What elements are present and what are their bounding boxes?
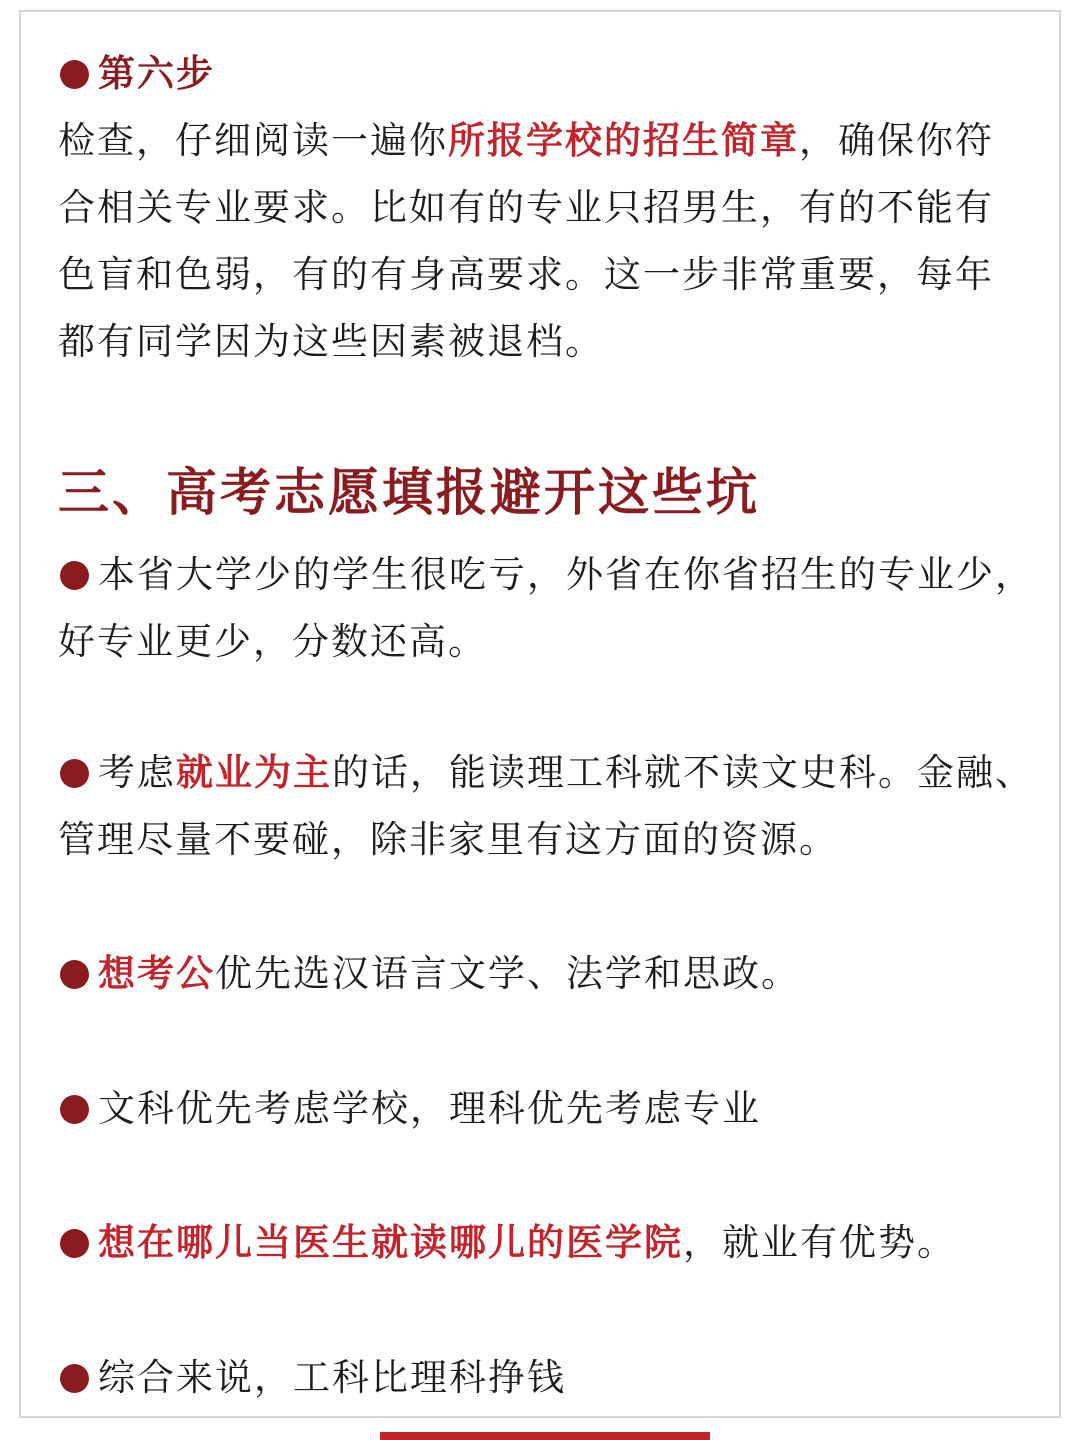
bottom-accent-bar [380,1432,710,1440]
section-heading: 三、高考志愿填报避开这些坑 [58,464,761,523]
item-text: 好专业更少，分数还高。 [58,620,487,663]
highlight-text: 想在哪儿当医生就读哪儿的医学院 [98,1221,683,1264]
bullet-icon [60,960,89,989]
step6-line-3: 色盲和色弱，有的有身高要求。这一步非常重要，每年 [58,253,994,296]
item-text: 优先选汉语言文学、法学和思政。 [215,952,800,995]
list-item [58,739,1048,873]
bullet-icon [60,759,89,788]
text-span: 检查，仔细阅读一遍你 [58,119,448,162]
item-text: ，就业有优势。 [683,1221,956,1264]
item-line [58,1344,1048,1411]
item-line [58,1075,1048,1142]
item-text: 本省大学少的学生很吃亏，外省在你省招生的专业少， [98,553,1034,596]
step6-line-2: 合相关专业要求。比如有的专业只招男生，有的不能有 [58,186,994,229]
text-span: ，确保你符 [799,119,994,162]
list-item [58,1075,1048,1142]
list-item [58,541,1048,675]
item-text: 管理尽量不要碰，除非家里有这方面的资源。 [58,818,838,861]
item-text: 考虑 [98,751,176,794]
highlight-text: 所报学校的招生简章 [448,119,799,162]
item-line [58,739,1048,806]
bullet-icon [60,1229,89,1258]
highlight-text: 想考公 [98,952,215,995]
bullet-icon [60,60,89,89]
bullet-icon [60,561,89,590]
step6-block [58,40,1048,375]
item-line [58,1209,1048,1276]
bullet-icon [60,1095,89,1124]
step6-line-4: 都有同学因为这些因素被退档。 [58,320,604,363]
step6-title-row [58,40,1048,107]
list-item [58,940,1048,1007]
item-text: 的话，能读理工科就不读文史科。金融、 [332,751,1034,794]
step6-line-1 [58,107,1048,174]
highlight-text: 就业为主 [176,751,332,794]
item-line [58,940,1048,1007]
bullet-icon [60,1364,89,1393]
item-text: 文科优先考虑学校，理科优先考虑专业 [98,1087,761,1130]
list-item [58,1209,1048,1276]
step6-title: 第六步 [98,52,215,95]
item-text: 综合来说，工科比理科挣钱 [98,1356,566,1399]
item-line [58,541,1048,608]
list-item [58,1344,1048,1411]
